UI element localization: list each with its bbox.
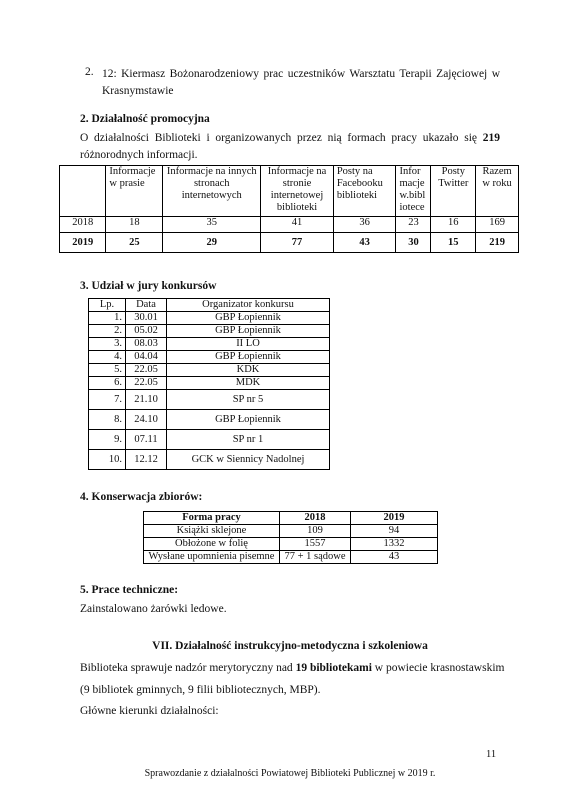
section-heading-jury: 3. Udział w jury konkursów [80, 280, 217, 292]
table-cell: 10. [89, 450, 126, 470]
table-header-cell: Informacje na innych stronach internetowych [163, 166, 261, 217]
table-row [89, 351, 330, 364]
table-row [89, 312, 330, 325]
conservation-table [143, 511, 438, 564]
table-cell: 16 [431, 217, 476, 233]
table-cell: 43 [351, 551, 438, 564]
page-number: 11 [486, 749, 497, 760]
table-header-cell: Informacje w prasie [106, 166, 163, 217]
table-cell: 41 [261, 217, 334, 233]
table-cell: 36 [333, 217, 396, 233]
section-heading-conservation: 4. Konserwacja zbiorów: [80, 491, 203, 503]
table-header-cell: Informacje na stronie internetowej biblioteki [261, 166, 334, 217]
table-cell: 2018 [60, 217, 106, 233]
table-cell: 9. [89, 430, 126, 450]
table-cell: 94 [351, 525, 438, 538]
table-cell: 35 [163, 217, 261, 233]
table-row [89, 410, 330, 430]
table-cell: 77 [261, 233, 334, 253]
table-row [89, 338, 330, 351]
table-cell: Wysłane upomnienia pisemne [144, 551, 280, 564]
table-cell: 30 [396, 233, 431, 253]
table-cell: 6. [89, 377, 126, 390]
table-cell: Obłożone w folię [144, 538, 280, 551]
table-row [144, 538, 438, 551]
table-header-cell: Razem w roku [476, 166, 519, 217]
table-cell: 18 [106, 217, 163, 233]
chapter-heading: VII. Działalność instrukcyjno-metodyczna i szkoleniowa [152, 640, 428, 652]
table-header-row [60, 166, 519, 217]
table-row [60, 217, 519, 233]
chapter-line-3: Główne kierunki działalności: [80, 705, 219, 717]
table-row [89, 390, 330, 410]
table-row [89, 430, 330, 450]
chapter-line-2: (9 bibliotek gminnych, 9 filii bibliotecznych, MBP). [80, 684, 321, 696]
promotion-count: 219 [482, 132, 500, 144]
table-header-cell: Data [126, 299, 167, 312]
table-cell: GBP Łopiennik [167, 312, 330, 325]
table-cell: 07.11 [126, 430, 167, 450]
section-heading-promotion: 2. Działalność promocyjna [80, 113, 210, 125]
list-item-number: 2. [85, 66, 94, 78]
table-cell: 43 [333, 233, 396, 253]
table-header-cell: 2018 [280, 512, 351, 525]
technical-text: Zainstalowano żarówki ledowe. [80, 603, 227, 615]
table-cell: 7. [89, 390, 126, 410]
table-cell: 2. [89, 325, 126, 338]
table-cell: 1332 [351, 538, 438, 551]
table-cell: GBP Łopiennik [167, 325, 330, 338]
promotion-text-after: różnorodnych informacji. [80, 149, 198, 161]
table-header-cell: Lp. [89, 299, 126, 312]
table-header-cell [60, 166, 106, 217]
table-cell: 30.01 [126, 312, 167, 325]
table-header-cell: Forma pracy [144, 512, 280, 525]
table-cell: 25 [106, 233, 163, 253]
table-header-row [144, 512, 438, 525]
table-row [89, 325, 330, 338]
jury-table [88, 298, 330, 470]
table-cell: SP nr 1 [167, 430, 330, 450]
chapter-line-1-before: Biblioteka sprawuje nadzór merytoryczny nad [80, 662, 296, 674]
table-header-row [89, 299, 330, 312]
section-heading-technical: 5. Prace techniczne: [80, 584, 179, 596]
list-item-text: 12: Kiermasz Bożonarodzeniowy prac uczestników Warsztatu Terapii Zajęciowej w Krasnymstawie [102, 68, 500, 97]
table-cell: 04.04 [126, 351, 167, 364]
table-cell: 3. [89, 338, 126, 351]
table-row [60, 233, 519, 253]
table-cell: 08.03 [126, 338, 167, 351]
table-row [89, 377, 330, 390]
table-cell: 109 [280, 525, 351, 538]
table-cell: GBP Łopiennik [167, 351, 330, 364]
chapter-line-1-bold: 19 bibliotekami [295, 662, 372, 674]
promotion-table [59, 165, 519, 253]
table-cell: GCK w Siennicy Nadolnej [167, 450, 330, 470]
table-cell: 24.10 [126, 410, 167, 430]
table-cell: 2019 [60, 233, 106, 253]
table-header-cell: Infor macje w.bibl iotece [396, 166, 431, 217]
table-cell: 4. [89, 351, 126, 364]
chapter-line-1 [80, 660, 505, 677]
table-cell: 12.12 [126, 450, 167, 470]
chapter-line-1-after: w powiecie krasnostawskim [371, 662, 505, 674]
table-cell: 05.02 [126, 325, 167, 338]
table-cell: 169 [476, 217, 519, 233]
table-cell: II LO [167, 338, 330, 351]
table-cell: 29 [163, 233, 261, 253]
promotion-text-before: O działalności Biblioteki i organizowanych przez nią formach pracy ukazało się [80, 132, 483, 144]
table-cell: 22.05 [126, 377, 167, 390]
table-cell: 21.10 [126, 390, 167, 410]
table-cell: Książki sklejone [144, 525, 280, 538]
table-header-cell: 2019 [351, 512, 438, 525]
table-row [144, 525, 438, 538]
table-cell: 23 [396, 217, 431, 233]
table-cell: SP nr 5 [167, 390, 330, 410]
table-cell: GBP Łopiennik [167, 410, 330, 430]
table-cell: 15 [431, 233, 476, 253]
table-row [89, 364, 330, 377]
table-cell: 1557 [280, 538, 351, 551]
promotion-paragraph [80, 130, 500, 164]
table-cell: KDK [167, 364, 330, 377]
table-cell: MDK [167, 377, 330, 390]
footer-text: Sprawozdanie z działalności Powiatowej Biblioteki Publicznej w 2019 r. [144, 768, 436, 779]
table-row [144, 551, 438, 564]
table-cell: 22.05 [126, 364, 167, 377]
table-cell: 5. [89, 364, 126, 377]
table-header-cell: Posty Twitter [431, 166, 476, 217]
table-header-cell: Organizator konkursu [167, 299, 330, 312]
table-cell: 1. [89, 312, 126, 325]
table-header-cell: Posty na Facebooku biblioteki [333, 166, 396, 217]
table-cell: 77 + 1 sądowe [280, 551, 351, 564]
table-row [89, 450, 330, 470]
table-cell: 8. [89, 410, 126, 430]
table-cell: 219 [476, 233, 519, 253]
